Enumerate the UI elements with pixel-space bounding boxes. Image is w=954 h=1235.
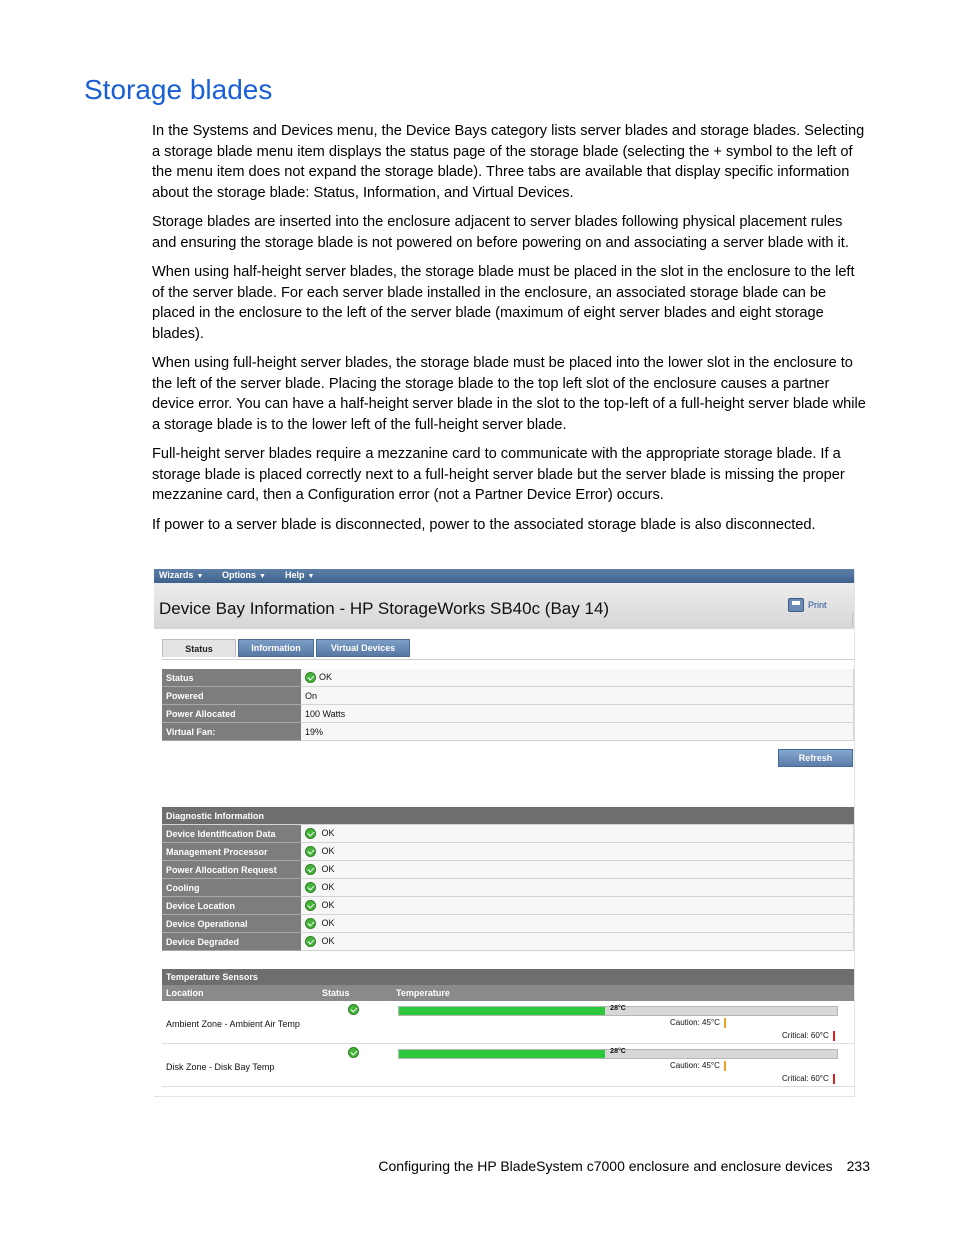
tab-information[interactable]: Information: [238, 639, 314, 657]
ok-check-icon: [305, 846, 316, 857]
paragraph: In the Systems and Devices menu, the Device Bays category lists server blades and storage blades. Selecting a storage blade menu item displays the status page of the storage blade (selecting the + symbol to the left of the menu item does not expand the storage blade). Three tabs are available that display specific information about the storage blade: Status, Information, and Virtual Devices.: [152, 123, 865, 201]
temperature-title: Temperature Sensors: [162, 969, 854, 985]
critical-label: Critical: 60°C: [782, 1074, 829, 1084]
status-value: OK: [321, 845, 335, 856]
device-heading: Device Bay Information - HP StorageWorks SB40c (Bay 14): [159, 599, 610, 618]
tab-virtual-devices[interactable]: Virtual Devices: [316, 639, 410, 657]
row-value: [301, 897, 854, 915]
caution-label: Caution: 45°C: [670, 1061, 720, 1071]
diagnostic-table: [162, 807, 854, 951]
row-value: 19%: [301, 723, 854, 741]
device-bay-screenshot: [154, 569, 855, 1097]
menu-bar: [154, 569, 854, 583]
paragraph: When using full-height server blades, the storage blade must be placed into the lower slot in the enclosure to the left of the server blade. Placing the storage blade to the top left slot of the enclosure causes a partner device error. You can have a half-height server blade in the slot to the top-left of a full-height server blade while a storage blade is to the lower left of the full-height server blade.: [152, 355, 866, 433]
row-label: Device Identification Data: [162, 825, 301, 843]
ok-check-icon: [305, 672, 316, 683]
row-value: [301, 879, 854, 897]
page-number: 233: [846, 1158, 870, 1174]
table-row: [162, 861, 854, 879]
sensor-status: [348, 1047, 362, 1058]
row-value: [301, 861, 854, 879]
table-row: [162, 825, 854, 843]
row-label: Device Operational: [162, 915, 301, 933]
critical-threshold: [782, 1031, 835, 1041]
caret-down-icon: ▼: [307, 573, 315, 580]
table-row: [162, 705, 854, 723]
temperature-sensors: [162, 969, 854, 1087]
divider: [852, 613, 853, 627]
print-label: Print: [808, 600, 827, 610]
paragraph: When using half-height server blades, the storage blade must be placed in the slot in the enclosure to the left of the server blade. For each server blade installed in the enclosure, an associated storage blade can be placed in the enclosure to the left of the server blade (maximum of eight server blades and eight storage blades).: [152, 264, 855, 342]
sensor-location: Disk Zone - Disk Bay Temp: [166, 1062, 275, 1072]
row-label: Status: [162, 669, 301, 687]
row-label: Management Processor: [162, 843, 301, 861]
status-value: OK: [321, 863, 335, 874]
paragraph: If power to a server blade is disconnected, power to the associated storage blade is also disconnected.: [152, 516, 816, 533]
page-footer: [378, 1158, 870, 1174]
menu-label: Options: [222, 570, 256, 580]
row-label: Power Allocated: [162, 705, 301, 723]
row-value: [301, 825, 854, 843]
menu-help[interactable]: [285, 570, 314, 580]
critical-marker-icon: [833, 1031, 835, 1041]
tab-bar: [162, 637, 854, 660]
ok-check-icon: [305, 900, 316, 911]
section-header-row: [162, 807, 854, 825]
row-value: On: [301, 687, 854, 705]
printer-icon: [788, 598, 804, 612]
table-row: [162, 933, 854, 951]
table-row: [162, 843, 854, 861]
table-row: [162, 723, 854, 741]
temperature-value: 28°C: [610, 1005, 626, 1012]
status-value: OK: [321, 917, 335, 928]
row-label: Cooling: [162, 879, 301, 897]
ok-check-icon: [305, 918, 316, 929]
sensor-status: [348, 1004, 362, 1015]
caution-label: Caution: 45°C: [670, 1018, 720, 1028]
row-label: Virtual Fan:: [162, 723, 301, 741]
caret-down-icon: ▼: [259, 573, 266, 580]
status-value: OK: [319, 671, 333, 682]
temperature-row: [162, 1001, 854, 1044]
column-header-temperature: Temperature: [396, 988, 450, 998]
temperature-bar: [398, 1049, 838, 1059]
caution-marker-icon: [724, 1061, 726, 1071]
temperature-value: 28°C: [610, 1048, 626, 1055]
status-value: OK: [321, 881, 335, 892]
row-value: [301, 843, 854, 861]
menu-options[interactable]: [222, 570, 266, 580]
caution-threshold: [670, 1018, 726, 1028]
row-label: Device Location: [162, 897, 301, 915]
ok-check-icon: [305, 936, 316, 947]
ok-check-icon: [305, 864, 316, 875]
table-row: [162, 669, 854, 687]
print-button[interactable]: [788, 598, 827, 612]
tab-status[interactable]: Status: [162, 639, 236, 657]
table-row: [162, 915, 854, 933]
table-row: [162, 879, 854, 897]
table-row: [162, 687, 854, 705]
sensor-location: Ambient Zone - Ambient Air Temp: [166, 1019, 300, 1029]
body-text: [152, 121, 870, 544]
status-table: [162, 669, 854, 741]
temperature-bar: [398, 1006, 838, 1016]
row-value: [301, 933, 854, 951]
caution-marker-icon: [724, 1018, 726, 1028]
paragraph: Full-height server blades require a mezzanine card to communicate with the appropriate storage blade. If a storage blade is placed correctly next to a full-height server blade but the server blade is missing the proper mezzanine card, then a Configuration error (not a Partner Device Error) occurs.: [152, 446, 845, 503]
critical-marker-icon: [833, 1074, 835, 1084]
footer-text: Configuring the HP BladeSystem c7000 enclosure and enclosure devices: [378, 1158, 833, 1174]
row-label: Power Allocation Request: [162, 861, 301, 879]
status-value: OK: [321, 827, 335, 838]
row-value: [301, 915, 854, 933]
temperature-columns: [162, 985, 854, 1001]
column-header-status: Status: [322, 988, 350, 998]
row-label: Powered: [162, 687, 301, 705]
menu-label: Help: [285, 570, 305, 580]
paragraph: Storage blades are inserted into the enclosure adjacent to server blades following physical placement rules and ensuring the storage blade is not powered on before powering on and associating a server blade with it.: [152, 214, 849, 251]
critical-threshold: [782, 1074, 835, 1084]
row-value: [301, 669, 854, 687]
caution-threshold: [670, 1061, 726, 1071]
row-value: 100 Watts: [301, 705, 854, 723]
critical-label: Critical: 60°C: [782, 1031, 829, 1041]
caret-down-icon: ▼: [196, 573, 204, 580]
refresh-button[interactable]: Refresh: [778, 749, 853, 767]
status-value: OK: [321, 899, 335, 910]
ok-check-icon: [348, 1004, 359, 1015]
row-label: Device Degraded: [162, 933, 301, 951]
status-value: OK: [321, 935, 335, 946]
column-header-location: Location: [166, 988, 204, 998]
page-title: Storage blades: [84, 74, 273, 105]
header-band: [154, 583, 854, 629]
ok-check-icon: [348, 1047, 359, 1058]
table-row: [162, 897, 854, 915]
ok-check-icon: [305, 882, 316, 893]
ok-check-icon: [305, 828, 316, 839]
menu-wizards[interactable]: [159, 570, 203, 580]
diagnostic-title: Diagnostic Information: [162, 807, 854, 825]
menu-label: Wizards: [159, 570, 194, 580]
temperature-row: [162, 1044, 854, 1087]
